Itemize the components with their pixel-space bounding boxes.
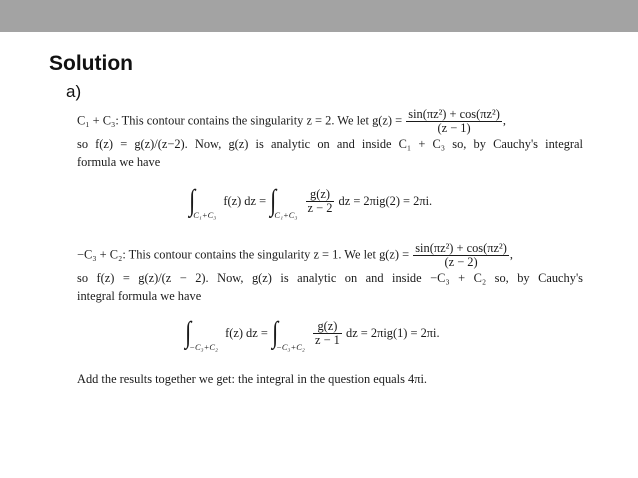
fraction-integrand <box>306 188 335 215</box>
integral-sign: ∫ <box>271 316 279 349</box>
conclusion-text <box>77 370 583 388</box>
paragraph-lead-text: −C₃ + C₂: This contour contains the singularity z = 1. We let g(z) = <box>77 247 410 262</box>
part-label: a) <box>66 82 82 101</box>
integral-subscript: −C₃+C₂ <box>189 341 218 352</box>
paragraph-contour-c1-c3 <box>77 108 583 171</box>
slide-heading: Solution <box>49 52 133 75</box>
equation-cauchy-1 <box>188 186 432 220</box>
paragraph-lead-text: C₁ + C₃: This contour contains the singularity z = 2. We let g(z) = <box>77 113 403 128</box>
integral-sign: ∫ <box>270 184 277 217</box>
fraction-numerator: g(z) <box>306 188 335 202</box>
integral-sign: ∫ <box>185 316 192 349</box>
integrand: f(z) dz = <box>225 325 268 340</box>
fraction-numerator: sin(πz²) + cos(πz²) <box>408 107 500 121</box>
fraction-denominator: (z − 1) <box>437 121 471 135</box>
fraction-numerator: sin(πz²) + cos(πz²) <box>415 241 507 255</box>
integral-subscript: C₁+C₃ <box>193 209 217 220</box>
fraction-numerator: g(z) <box>313 320 342 334</box>
equation-cauchy-2 <box>184 318 440 352</box>
integral-subscript: −C₃+C₂ <box>276 341 305 352</box>
integral-subscript: C₁+C₃ <box>274 209 298 220</box>
fraction-tail: , <box>509 247 513 262</box>
integrand: f(z) dz = <box>223 193 267 208</box>
paragraph-line <box>77 242 583 269</box>
paragraph-line: integral formula we have <box>77 289 202 303</box>
fraction-g-definition <box>413 242 509 269</box>
fraction-tail: , <box>502 113 506 128</box>
fraction-g-definition <box>406 108 502 135</box>
paragraph-line: Add the results together we get: the integral in the question equals 4πi. <box>77 372 428 386</box>
fraction-denominator: (z − 2) <box>444 255 478 269</box>
paragraph-contour-c3-c2 <box>77 242 583 305</box>
paragraph-line: so f(z) = g(z)/(z − 2). Now, g(z) is analytic on and inside −C₃ + C₂ so, by Cauchy's <box>77 271 583 285</box>
paragraph-line <box>77 108 583 135</box>
fraction-integrand <box>313 320 342 347</box>
equation-result: dz = 2πig(2) = 2πi. <box>338 193 433 208</box>
paragraph-line: so f(z) = g(z)/(z−2). Now, g(z) is analytic on and inside C₁ + C₃ so, by Cauchy's integral <box>77 137 583 151</box>
equation-result: dz = 2πig(1) = 2πi. <box>346 325 440 340</box>
slide-top-bar <box>0 0 638 32</box>
fraction-denominator: z − 2 <box>307 200 333 215</box>
paragraph-line: formula we have <box>77 155 161 169</box>
integral-sign: ∫ <box>189 184 196 217</box>
fraction-denominator: z − 1 <box>315 332 340 347</box>
